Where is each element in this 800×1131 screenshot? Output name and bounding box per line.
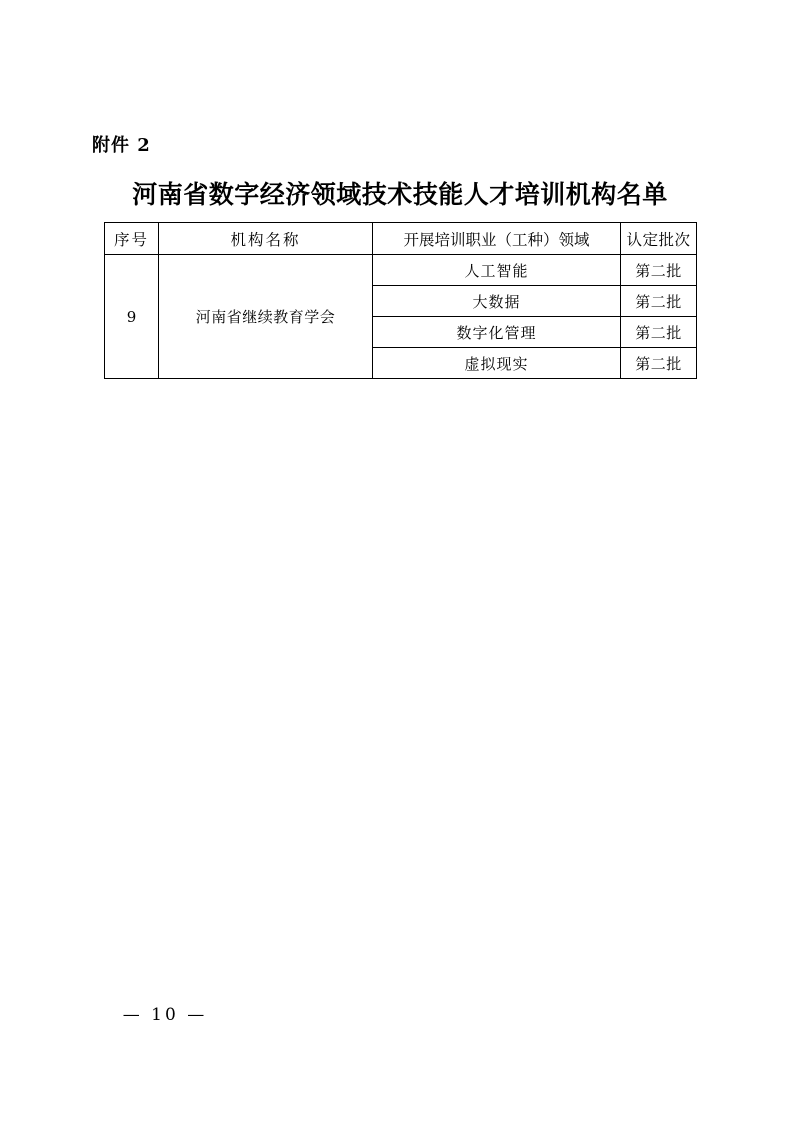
column-header-org: 机构名称 xyxy=(159,223,373,255)
cell-batch: 第二批 xyxy=(621,286,697,317)
cell-batch: 第二批 xyxy=(621,317,697,348)
column-header-seq: 序号 xyxy=(105,223,159,255)
page-number: — 10 — xyxy=(122,1005,208,1025)
cell-field: 人工智能 xyxy=(373,255,621,286)
cell-field: 虚拟现实 xyxy=(373,348,621,379)
cell-batch: 第二批 xyxy=(621,348,697,379)
table-header-row xyxy=(105,223,697,255)
column-header-field: 开展培训职业（工种）领域 xyxy=(373,223,621,255)
attachment-label: 附件 2 xyxy=(92,135,151,156)
cell-field: 大数据 xyxy=(373,286,621,317)
table-row xyxy=(105,255,697,286)
cell-org: 河南省继续教育学会 xyxy=(159,255,373,379)
cell-seq: 9 xyxy=(105,255,159,379)
page-title: 河南省数字经济领域技术技能人才培训机构名单 xyxy=(132,180,668,209)
training-institution-table xyxy=(104,222,696,379)
column-header-batch: 认定批次 xyxy=(621,223,697,255)
cell-batch: 第二批 xyxy=(621,255,697,286)
cell-field: 数字化管理 xyxy=(373,317,621,348)
